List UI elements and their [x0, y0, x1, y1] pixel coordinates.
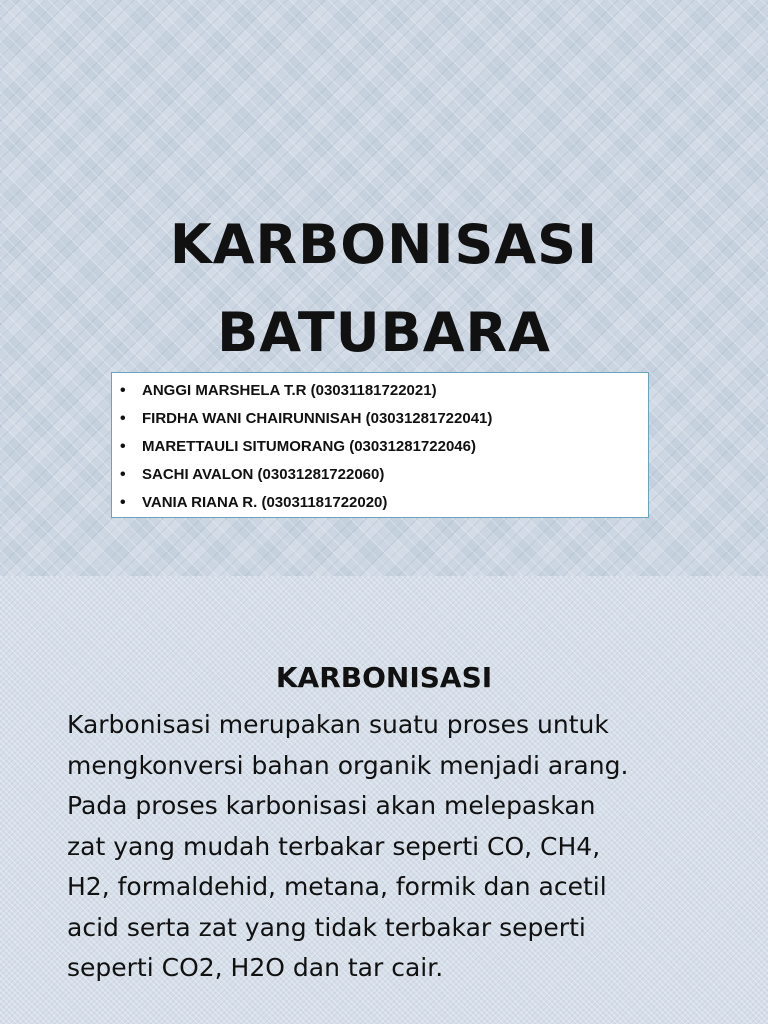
content-slide	[0, 576, 768, 1024]
title-line-1: KARBONISASI	[169, 213, 599, 277]
member-item: • FIRDHA WANI CHAIRUNNISAH (03031281722041)	[118, 405, 648, 433]
body-line: H2, formaldehid, metana, formik dan acetil	[67, 872, 607, 901]
body-line: Pada proses karbonisasi akan melepaskan	[67, 791, 596, 820]
member-item: • MARETTAULI SITUMORANG (03031281722046)	[118, 433, 648, 461]
members-list	[118, 377, 648, 517]
body-line: mengkonversi bahan organik menjadi arang.	[67, 750, 629, 780]
member-item: • SACHI AVALON (03031281722060)	[118, 461, 648, 489]
members-box	[111, 372, 649, 518]
body-line: zat yang mudah terbakar seperti CO, CH4,	[67, 831, 601, 861]
body-line: Karbonisasi merupakan suatu proses untuk	[67, 710, 609, 739]
body-line: seperti CO2, H2O dan tar cair.	[67, 953, 444, 982]
body-line: acid serta zat yang tidak terbakar seperti	[67, 912, 586, 942]
title-line-2: BATUBARA	[217, 301, 551, 365]
body-paragraph	[67, 705, 717, 989]
member-item: • VANIA RIANA R. (03031181722020)	[118, 489, 648, 517]
member-item: • ANGGI MARSHELA T.R (03031181722021)	[118, 377, 648, 405]
section-heading: KARBONISASI	[275, 661, 493, 695]
slide-title	[0, 201, 768, 377]
